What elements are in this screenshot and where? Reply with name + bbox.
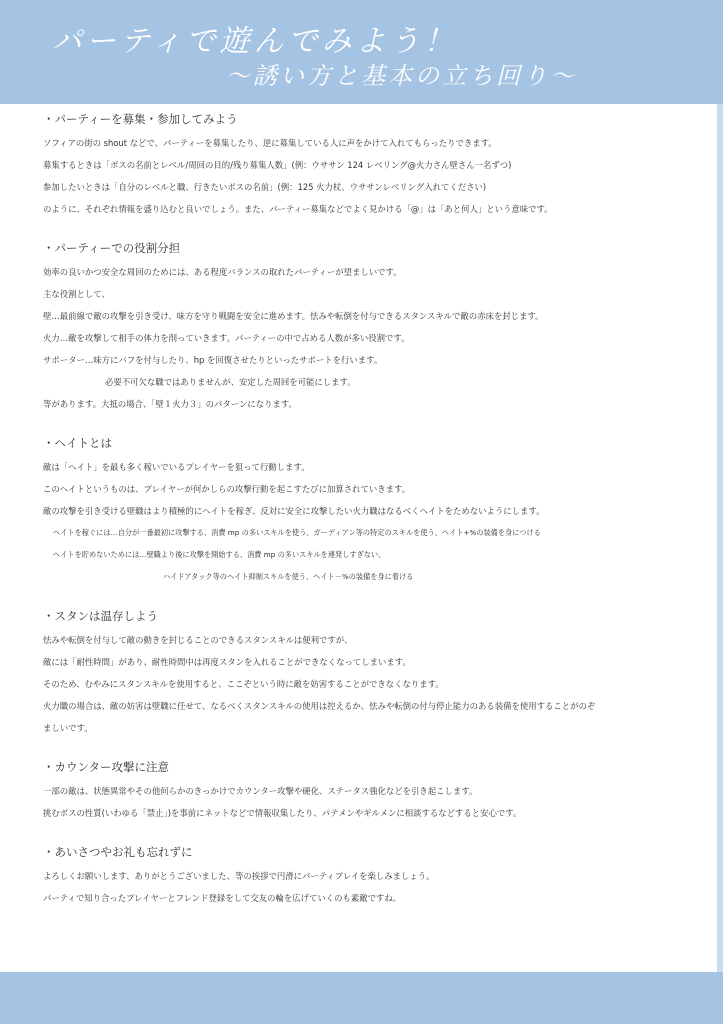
- page-subtitle: ～誘い方と基本の立ち回り～: [226, 62, 577, 90]
- section-heading: ・カウンター攻撃に注意: [43, 760, 170, 774]
- paragraph-line: 怯みや転倒を付与して敵の動きを封じることのできるスタンスキルは便利ですが、: [43, 635, 353, 645]
- page-title: パーティで遊んでみよう！: [52, 24, 458, 59]
- section-hate: [43, 434, 693, 588]
- paragraph-line: このヘイトというものは、プレイヤーが何かしらの攻撃行動を起こすたびに加算されていきます。: [43, 484, 411, 494]
- section-heading: ・スタンは温存しよう: [43, 609, 158, 623]
- header-banner: [0, 0, 723, 104]
- paragraph-line: 効率の良いかつ安全な周回のためには、ある程度バランスの取れたパーティーが望ましいです。: [43, 267, 402, 277]
- paragraph-line: 主な役割として、: [43, 289, 110, 299]
- section-roles: [43, 239, 693, 415]
- paragraph-line: ましいです。: [43, 723, 93, 733]
- paragraph-line: 火力職の場合は、敵の妨害は壁職に任せて、なるべくスタンスキルの使用は控えるか、怯みや転倒の付与停止能力のある装備を使用することがのぞ: [43, 701, 596, 711]
- paragraph-line: 壁…最前線で敵の攻撃を引き受け、味方を守り戦闘を安全に進めます。怯みや転倒を付与できるスタンスキルで敵の赤床を封じます。: [43, 311, 544, 321]
- document-body: [43, 108, 693, 909]
- paragraph-line: 敵は「ヘイト」を最も多く稼いでいるプレイヤーを狙って行動します。: [43, 462, 310, 472]
- section-recruit: [43, 110, 693, 220]
- paragraph-line: ハイドアタック等のヘイト抑制スキルを使う、ヘイト－%の装備を身に着ける: [163, 572, 414, 581]
- section-heading: ・パーティーを募集・参加してみよう: [43, 112, 238, 126]
- paragraph-line: サポーター…味方にバフを付与したり、hp を回復させたりといったサポートを行います。: [43, 355, 383, 365]
- section-heading: ・あいさつやお礼も忘れずに: [43, 845, 193, 859]
- section-stun: [43, 607, 693, 739]
- paragraph-line: そのため、むやみにスタンスキルを使用すると、ここぞという時に敵を妨害することができなくなります。: [43, 679, 444, 689]
- paragraph-line: のように、それぞれ情報を盛り込むと良いでしょう。また、パーティー募集などでよく見かける「@」は「あと何人」という意味です。: [43, 204, 553, 214]
- paragraph-line: ソフィアの街の shout などで、パーティーを募集したり、逆に募集している人に声をかけて入れてもらったりできます。: [43, 138, 497, 148]
- paragraph-line: 一部の敵は、状態異常やその他何らかのきっかけでカウンター攻撃や硬化、ステータス強化などを引き起こします。: [43, 786, 478, 796]
- section-heading: ・ヘイトとは: [43, 436, 112, 450]
- paragraph-line: 参加したいときは「自分のレベルと職、行きたいボスの名前」(例：125 火力杖、ウササンレベリング入れてください): [43, 182, 487, 192]
- paragraph-line: よろしくお願いします、ありがとうございました、等の挨拶で円滑にパーティプレイを楽しみましょう。: [43, 871, 435, 881]
- paragraph-line: 火力…敵を攻撃して相手の体力を削っていきます。パーティーの中で占める人数が多い役割です。: [43, 333, 410, 343]
- paragraph-line: 募集するときは「ボスの名前とレベル/周回の目的/残り募集人数」(例：ウササン 124 レベリング@火力さん壁さん一名ずつ): [43, 160, 512, 170]
- paragraph-line: パーティで知り合ったプレイヤーとフレンド登録をして交友の輪を広げていくのも素敵ですね。: [43, 893, 402, 903]
- section-greetings: [43, 843, 693, 909]
- section-counter: [43, 758, 693, 824]
- paragraph-line: ヘイトを貯めないためには…壁職より後に攻撃を開始する、消費 mp の多いスキルを連発しすぎない、: [53, 550, 386, 559]
- footer-banner: [0, 972, 723, 1024]
- section-heading: ・パーティーでの役割分担: [43, 241, 181, 255]
- paragraph-line: ヘイトを稼ぐには…自分が一番最初に攻撃する、消費 mp の多いスキルを使う、ガーディアン等の特定のスキルを使う、ヘイト+%の装備を身につける: [53, 528, 541, 537]
- paragraph-line: 必要不可欠な職ではありませんが、安定した周回を可能にします。: [105, 377, 356, 387]
- paragraph-line: 敵には「耐性時間」があり、耐性時間中は再度スタンを入れることができなくなってしまいます。: [43, 657, 411, 667]
- paragraph-line: 挑むボスの性質(いわゆる「禁止」)を事前にネットなどで情報収集したり、パテメンやギルメンに相談するなどすると安心です。: [43, 808, 522, 818]
- paragraph-line: 等があります。大抵の場合、「壁１火力３」のパターンになります。: [43, 399, 297, 409]
- right-edge-stripe: [717, 104, 723, 972]
- paragraph-line: 敵の攻撃を引き受ける壁職はより積極的にヘイトを稼ぎ、反対に安全に攻撃したい火力職はなるべくヘイトをためないようにします。: [43, 506, 545, 516]
